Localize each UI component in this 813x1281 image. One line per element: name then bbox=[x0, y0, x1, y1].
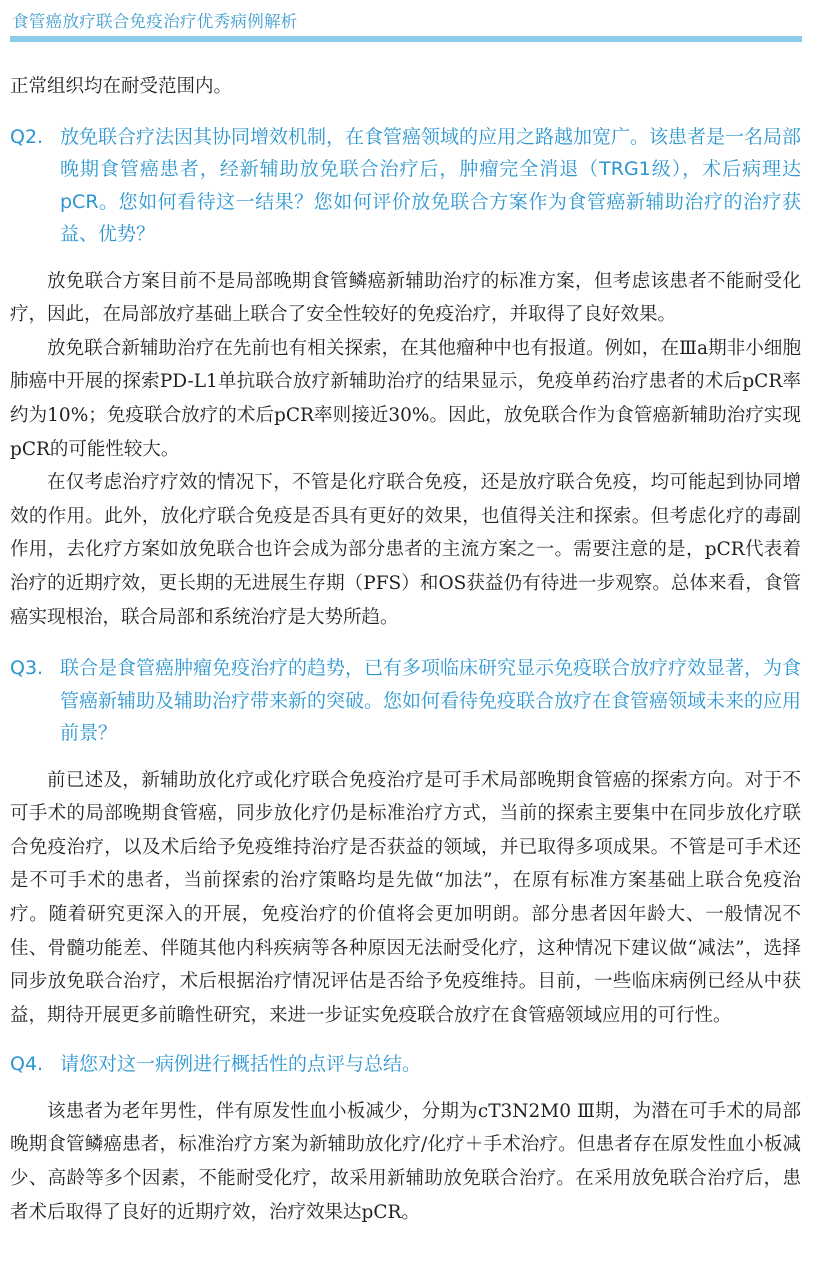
question-number: Q3. bbox=[10, 657, 44, 680]
q2-answer-paragraph-2: 放免联合新辅助治疗在先前也有相关探索，在其他瘤种中也有报道。例如，在Ⅲa期非小细胞肺癌中开展的探索PD-L1单抗联合放疗新辅助治疗的结果显示，免疫单药治疗患者的术后pCR率约为10%；免疫联合放疗的术后pCR率则接近30%。因此，放免联合作为食管癌新辅助治疗实现pCR的可能性较大。 bbox=[10, 337, 801, 460]
question-q4 bbox=[10, 1048, 801, 1081]
question-text: 联合是食管癌肿瘤免疫治疗的趋势，已有多项临床研究显示免疫联合放疗疗效显著，为食管癌新辅助及辅助治疗带来新的突破。您如何看待免疫联合放疗在食管癌领域未来的应用前景？ bbox=[60, 657, 802, 745]
q2-answer-paragraph-3: 在仅考虑治疗疗效的情况下，不管是化疗联合免疫，还是放疗联合免疫，均可能起到协同增效的作用。此外，放化疗联合免疫是否具有更好的效果，也值得关注和探索。但考虑化疗的毒副作用，去化疗方案如放免联合也许会成为部分患者的主流方案之一。需要注意的是，pCR代表着治疗的近期疗效，更长期的无进展生存期（PFS）和OS获益仍有待进一步观察。总体来看，食管癌实现根治，联合局部和系统治疗是大势所趋。 bbox=[10, 472, 801, 628]
question-text: 放免联合疗法因其协同增效机制，在食管癌领域的应用之路越加宽广。该患者是一名局部晚期食管癌患者，经新辅助放免联合治疗后，肿瘤完全消退（TRG1级），术后病理达pCR。您如何看待这一结果？您如何评价放免联合方案作为食管癌新辅助治疗的治疗获益、优势？ bbox=[60, 125, 802, 246]
header-divider-bar bbox=[10, 36, 802, 42]
page-content bbox=[10, 70, 801, 1229]
question-q3 bbox=[10, 652, 801, 750]
question-number: Q4. bbox=[10, 1053, 44, 1076]
question-number: Q2. bbox=[10, 125, 44, 148]
q2-answer-paragraph-1: 放免联合方案目前不是局部晚期食管鳞癌新辅助治疗的标准方案，但考虑该患者不能耐受化疗，因此，在局部放疗基础上联合了安全性较好的免疫治疗，并取得了良好效果。 bbox=[10, 270, 801, 326]
intro-paragraph: 正常组织均在耐受范围内。 bbox=[10, 76, 233, 97]
q4-answer-paragraph-1: 该患者为老年男性，伴有原发性血小板减少，分期为cT3N2M0 Ⅲ期，为潜在可手术的局部晚期食管鳞癌患者，标准治疗方案为新辅助放化疗/化疗＋手术治疗。但患者存在原发性血小板减少、高龄等多个因素，不能耐受化疗，故采用新辅助放免联合治疗。在采用放免联合治疗后，患者术后取得了良好的近期疗效，治疗效果达pCR。 bbox=[10, 1100, 801, 1223]
question-q2 bbox=[10, 121, 801, 251]
q3-answer-paragraph-1: 前已述及，新辅助放化疗或化疗联合免疫治疗是可手术局部晚期食管癌的探索方向。对于不可手术的局部晚期食管癌，同步放化疗仍是标准治疗方式，当前的探索主要集中在同步放化疗联合免疫治疗，以及术后给予免疫维持治疗是否获益的领域，并已取得多项成果。不管是可手术还是不可手术的患者，当前探索的治疗策略均是先做“加法”，在原有标准方案基础上联合免疫治疗。随着研究更深入的开展，免疫治疗的价值将会更加明朗。部分患者因年龄大、一般情况不佳、骨髓功能差、伴随其他内科疾病等各种原因无法耐受化疗，这种情况下建议做“减法”，选择同步放免联合治疗，术后根据治疗情况评估是否给予免疫维持。目前，一些临床病例已经从中获益，期待开展更多前瞻性研究，来进一步证实免疫联合放疗在食管癌领域应用的可行性。 bbox=[10, 769, 801, 1026]
question-text: 请您对这一病例进行概括性的点评与总结。 bbox=[60, 1053, 422, 1076]
running-header: 食管癌放疗联合免疫治疗优秀病例解析 bbox=[12, 12, 298, 31]
